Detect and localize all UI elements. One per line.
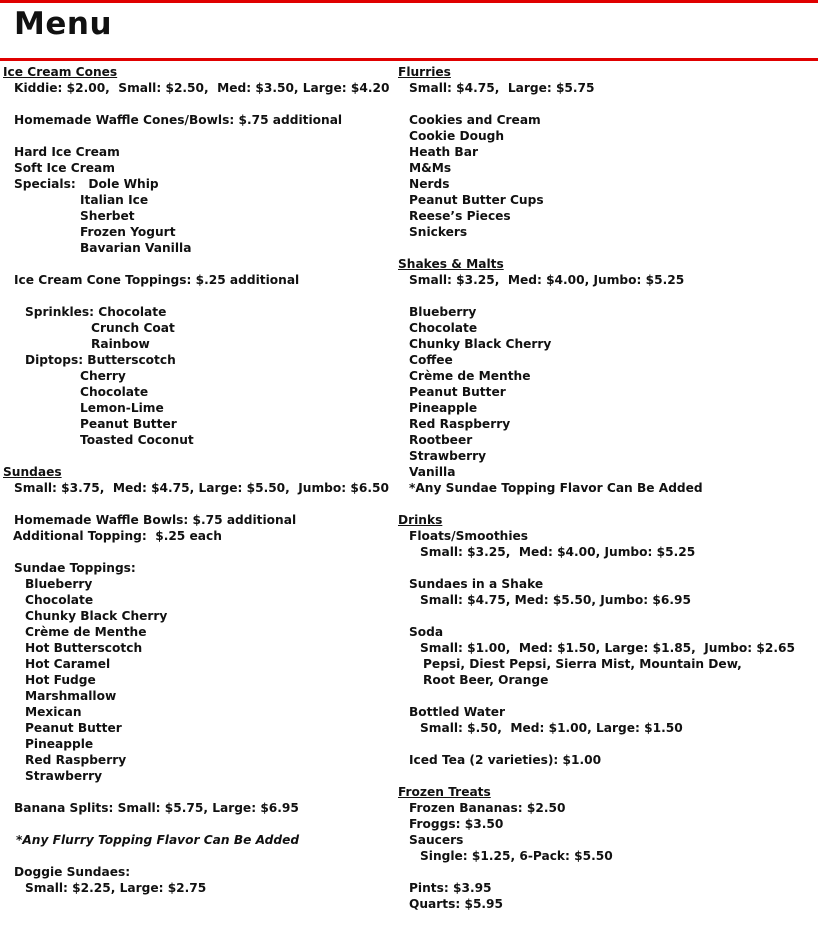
menu-line: Chunky Black Cherry (409, 337, 552, 351)
spacer (3, 256, 395, 272)
menu-line: Hot Butterscotch (25, 641, 143, 655)
right-column (398, 64, 814, 912)
menu-line: Saucers (409, 833, 464, 847)
menu-line: Small: $3.25, Med: $4.00, Jumbo: $5.25 (420, 545, 696, 559)
spacer (398, 768, 814, 784)
page-title: Menu (14, 6, 113, 42)
menu-line: Rainbow (91, 337, 150, 351)
menu-line: Soft Ice Cream (14, 161, 115, 175)
menu-line: Marshmallow (25, 689, 117, 703)
menu-line: Coffee (409, 353, 453, 367)
menu-line: Quarts: $5.95 (409, 897, 504, 911)
menu-line: Specials: Dole Whip (14, 177, 159, 191)
menu-line: Pints: $3.95 (409, 881, 492, 895)
spacer (3, 448, 395, 464)
menu-line: Additional Topping: $.25 each (13, 529, 222, 543)
menu-line: Chocolate (25, 593, 94, 607)
menu-line: Peanut Butter Cups (409, 193, 544, 207)
spacer (3, 848, 395, 864)
menu-line: Toasted Coconut (80, 433, 194, 447)
menu-line: Cherry (80, 369, 126, 383)
menu-line: Small: $4.75, Med: $5.50, Jumbo: $6.95 (420, 593, 691, 607)
spacer (3, 128, 395, 144)
spacer (398, 240, 814, 256)
spacer (3, 784, 395, 800)
menu-line: Chocolate (80, 385, 149, 399)
menu-line: Small: $.50, Med: $1.00, Large: $1.50 (420, 721, 683, 735)
section-heading: Flurries (398, 65, 451, 79)
spacer (3, 816, 395, 832)
menu-line: Crème de Menthe (409, 369, 531, 383)
menu-line: Bavarian Vanilla (80, 241, 192, 255)
menu-line: Red Raspberry (25, 753, 127, 767)
menu-line: Peanut Butter (80, 417, 177, 431)
menu-line: Frozen Yogurt (80, 225, 176, 239)
spacer (3, 544, 395, 560)
menu-line: Pepsi, Diest Pepsi, Sierra Mist, Mountain Dew, (423, 657, 742, 671)
menu-line: Cookie Dough (409, 129, 505, 143)
menu-line: Diptops: Butterscotch (25, 353, 176, 367)
menu-line: Kiddie: $2.00, Small: $2.50, Med: $3.50, Large: $4.20 (14, 81, 390, 95)
menu-line: Reese’s Pieces (409, 209, 511, 223)
menu-line: Frozen Bananas: $2.50 (409, 801, 566, 815)
menu-line: Homemade Waffle Bowls: $.75 additional (14, 513, 297, 527)
menu-line: Vanilla (409, 465, 456, 479)
spacer (398, 864, 814, 880)
menu-line: Small: $4.75, Large: $5.75 (409, 81, 595, 95)
spacer (398, 96, 814, 112)
menu-line: Homemade Waffle Cones/Bowls: $.75 additional (14, 113, 343, 127)
menu-line: Soda (409, 625, 444, 639)
menu-line: Sherbet (80, 209, 135, 223)
section-heading: Shakes & Malts (398, 257, 504, 271)
menu-line: Peanut Butter (25, 721, 122, 735)
spacer (398, 688, 814, 704)
menu-line: M&Ms (409, 161, 452, 175)
menu-line: Sundae Toppings: (14, 561, 136, 575)
menu-line: Pineapple (25, 737, 94, 751)
menu-line: Bottled Water (409, 705, 506, 719)
menu-line: Small: $1.00, Med: $1.50, Large: $1.85, Jumbo: $2.65 (420, 641, 795, 655)
spacer (3, 288, 395, 304)
menu-line: *Any Flurry Topping Flavor Can Be Added (16, 833, 300, 847)
menu-line: Heath Bar (409, 145, 478, 159)
menu-line: Small: $3.25, Med: $4.00, Jumbo: $5.25 (409, 273, 685, 287)
spacer (398, 736, 814, 752)
menu-line: Hard Ice Cream (14, 145, 120, 159)
menu-line: Sprinkles: Chocolate (25, 305, 167, 319)
menu-line: Ice Cream Cone Toppings: $.25 additional (14, 273, 300, 287)
menu-line: Chocolate (409, 321, 478, 335)
menu-line: Iced Tea (2 varieties): $1.00 (409, 753, 602, 767)
menu-line: Blueberry (409, 305, 477, 319)
menu-line: Froggs: $3.50 (409, 817, 504, 831)
menu-line: Hot Caramel (25, 657, 111, 671)
menu-line: Peanut Butter (409, 385, 506, 399)
menu-line: *Any Sundae Topping Flavor Can Be Added (409, 481, 703, 495)
spacer (3, 96, 395, 112)
spacer (398, 288, 814, 304)
menu-line: Rootbeer (409, 433, 473, 447)
section-heading: Sundaes (3, 465, 62, 479)
menu-line: Strawberry (25, 769, 103, 783)
section-heading: Ice Cream Cones (3, 65, 118, 79)
menu-line: Small: $3.75, Med: $4.75, Large: $5.50, Jumbo: $6.50 (14, 481, 389, 495)
spacer (398, 608, 814, 624)
header-bar (0, 0, 818, 61)
left-column (3, 64, 395, 896)
menu-line: Mexican (25, 705, 82, 719)
menu-line: Floats/Smoothies (409, 529, 529, 543)
menu-line: Snickers (409, 225, 468, 239)
menu-line: Sundaes in a Shake (409, 577, 544, 591)
section-heading: Drinks (398, 513, 443, 527)
spacer (398, 560, 814, 576)
spacer (398, 496, 814, 512)
menu-line: Small: $2.25, Large: $2.75 (25, 881, 207, 895)
menu-line: Cookies and Cream (409, 113, 541, 127)
menu-line: Single: $1.25, 6-Pack: $5.50 (420, 849, 613, 863)
menu-line: Nerds (409, 177, 450, 191)
menu-line: Root Beer, Orange (423, 673, 549, 687)
menu-line: Hot Fudge (25, 673, 96, 687)
menu-line: Pineapple (409, 401, 478, 415)
menu-line: Doggie Sundaes: (14, 865, 131, 879)
menu-line: Strawberry (409, 449, 487, 463)
menu-line: Italian Ice (80, 193, 149, 207)
menu-line: Chunky Black Cherry (25, 609, 168, 623)
menu-line: Red Raspberry (409, 417, 511, 431)
menu-line: Lemon-Lime (80, 401, 164, 415)
section-heading: Frozen Treats (398, 785, 491, 799)
menu-line: Crunch Coat (91, 321, 175, 335)
spacer (3, 496, 395, 512)
menu-line: Blueberry (25, 577, 93, 591)
menu-line: Banana Splits: Small: $5.75, Large: $6.95 (14, 801, 299, 815)
menu-line: Crème de Menthe (25, 625, 147, 639)
